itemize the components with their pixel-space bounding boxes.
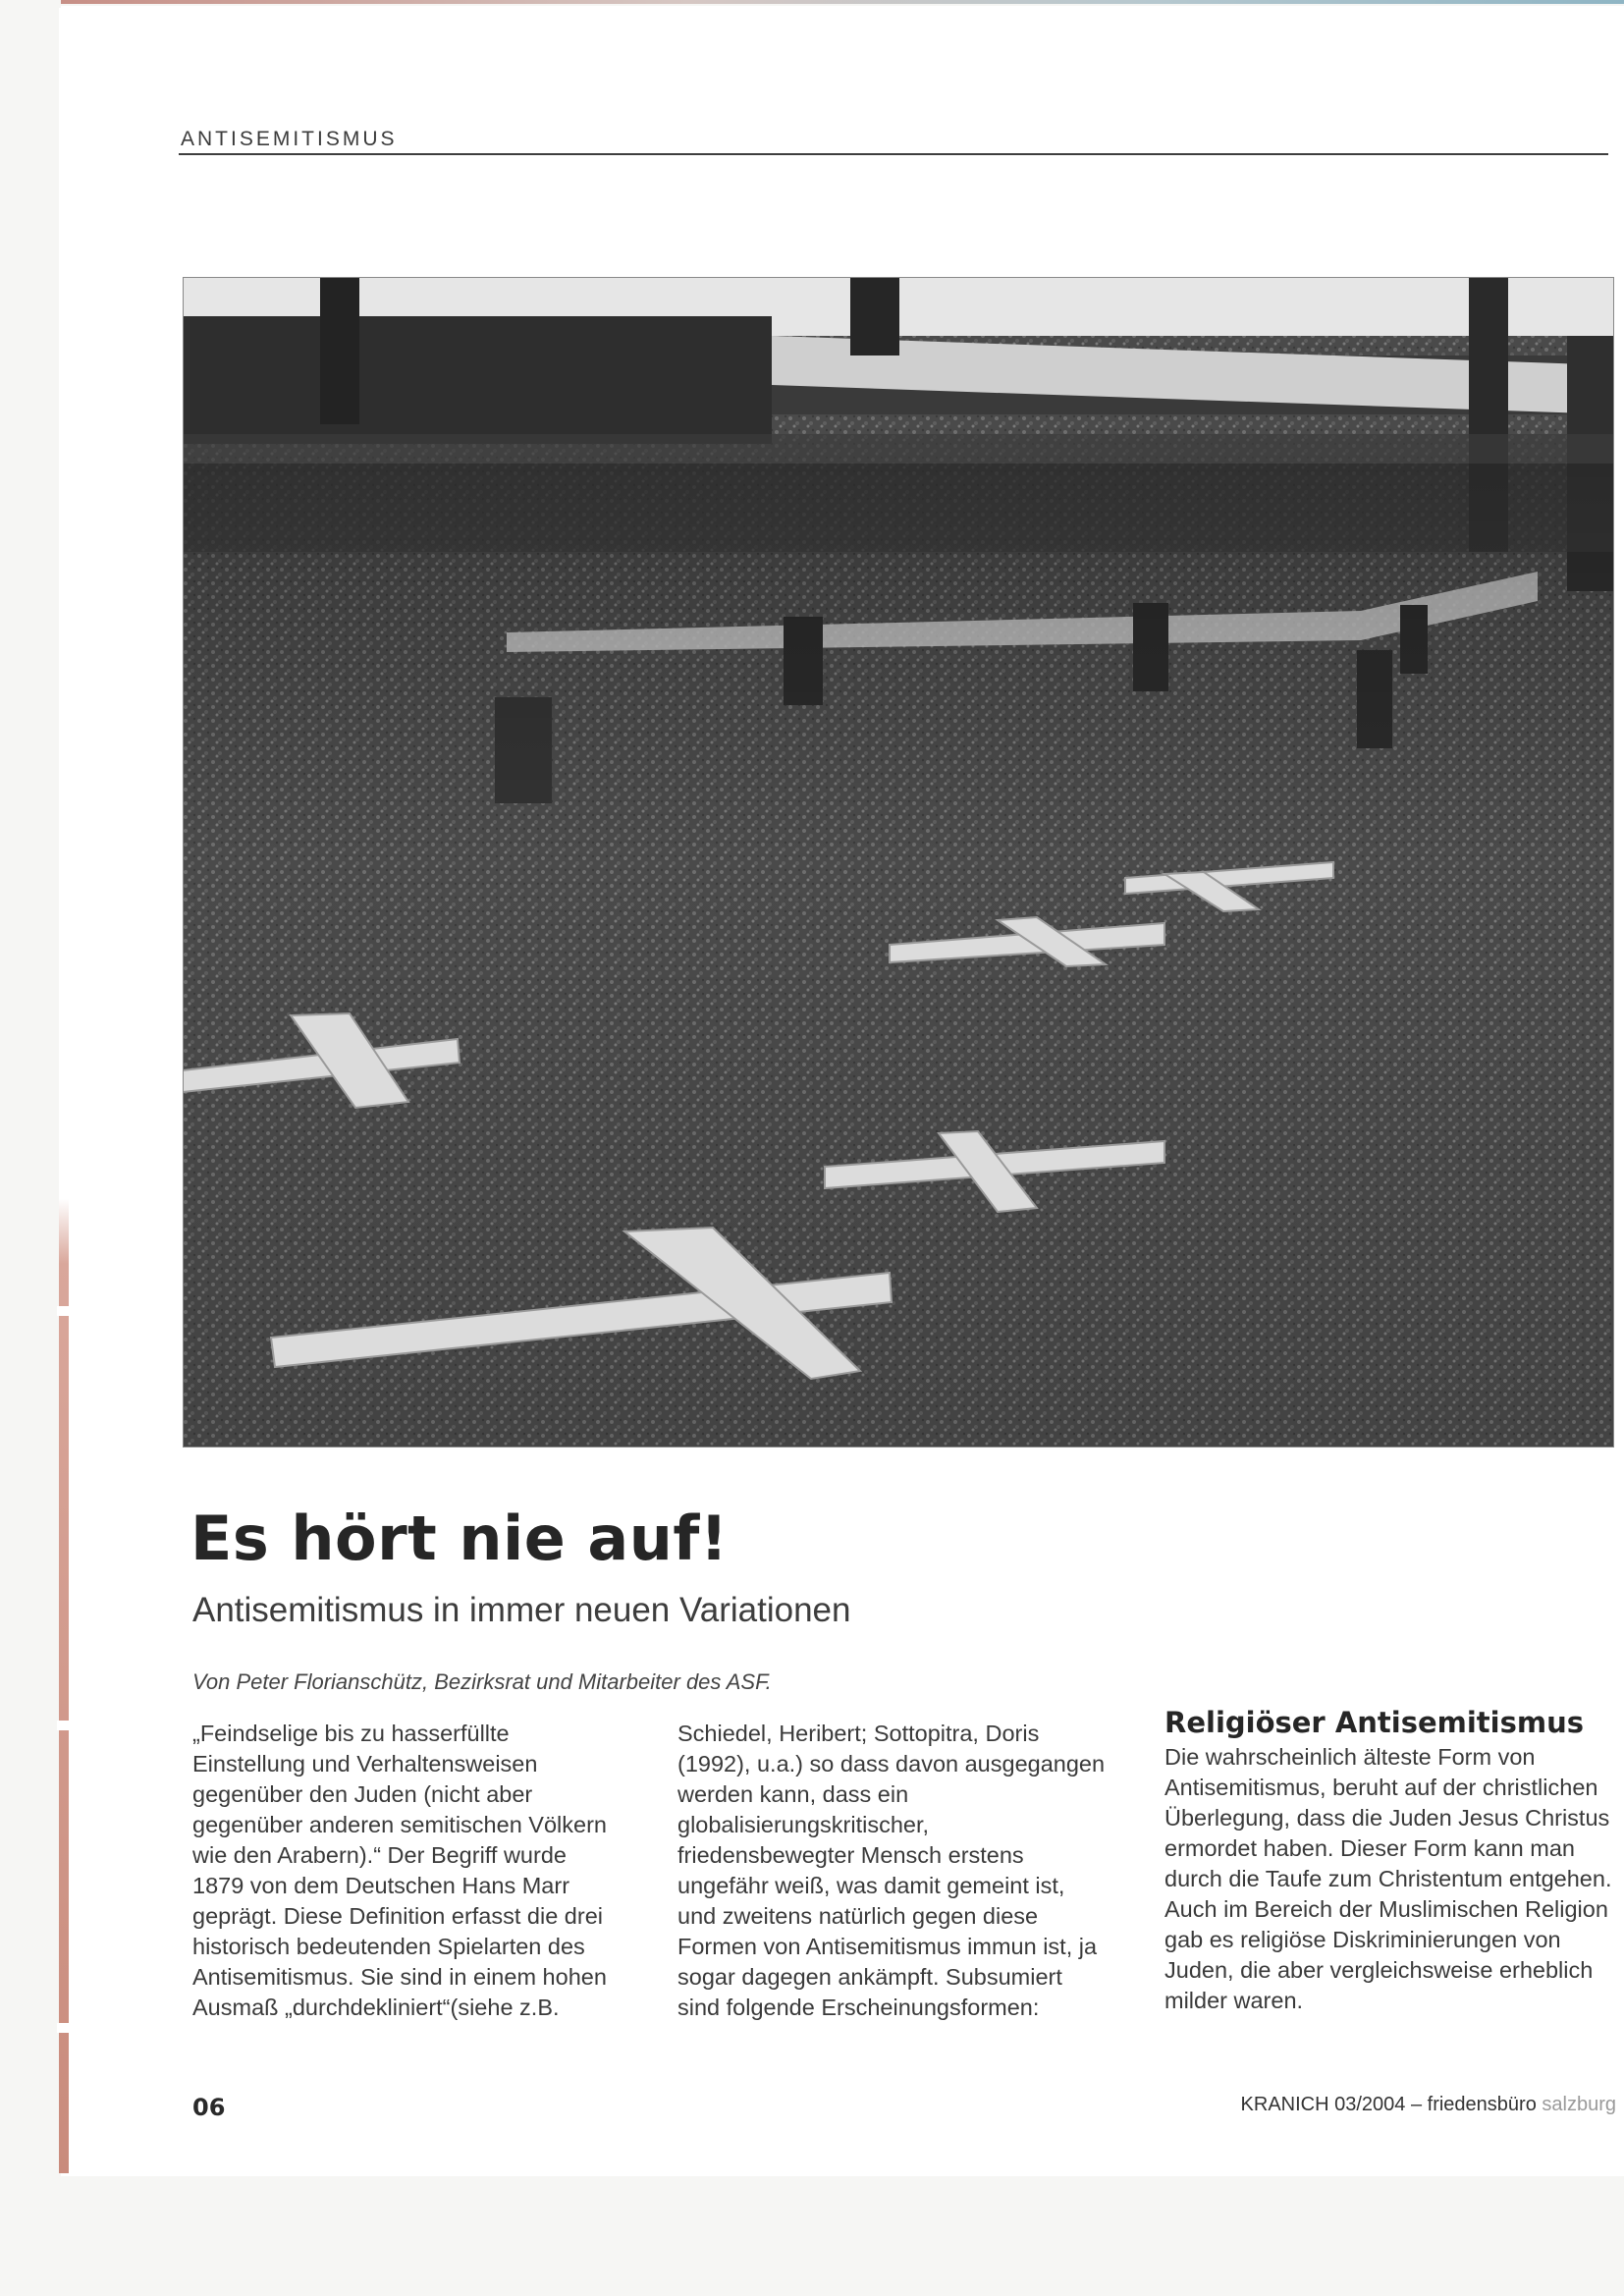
section-rule [179, 153, 1608, 155]
top-edge [61, 0, 1624, 4]
edge-divider [57, 1721, 71, 1730]
publication-city: salzburg [1542, 2094, 1616, 2115]
publication-name: KRANICH 03/2004 – friedensbüro [1240, 2094, 1537, 2115]
article-column-2 [677, 1719, 1110, 2023]
section-label: ANTISEMITISMUS [181, 128, 398, 150]
edge-divider [57, 1306, 71, 1316]
article-column-3 [1164, 1705, 1616, 2016]
page-number: 06 [192, 2094, 226, 2121]
article-paragraph: Schiedel, Heribert; Sottopitra, Doris (1992), u.a.) so dass davon ausgegangen werden kann, dass ein globalisierungskritischer, friedensbewegter Mensch erstens ungefähr weiß, was damit gemeint ist, und zweitens natürlich gegen diese Formen von Antisemitismus immun ist, ja sogar dagegen ankämpft. Subsumiert sind folgende Erscheinungsformen: [677, 1721, 1106, 2020]
article-subtitle: Antisemitismus in immer neuen Variationen [192, 1591, 851, 1629]
article-title: Es hört nie auf! [190, 1503, 729, 1574]
cemetery-photo [183, 277, 1614, 1448]
article-byline: Von Peter Florianschütz, Bezirksrat und Mitarbeiter des ASF. [192, 1669, 772, 1694]
article-paragraph: „Feindselige bis zu hasserfüllte Einstellung und Verhaltensweisen gegenüber den Juden (nicht aber gegenüber anderen semitischen Völkern wie den Arabern).“ Der Begriff wurde 1879 von dem Deutschen Hans Marr geprägt. Diese Definition erfasst die drei historisch bedeutenden Spielarten des Antisemitismus. Sie sind in einem hohen Ausmaß „durchdekliniert“(siehe z.B. [192, 1721, 607, 2020]
article-paragraph: Die wahrscheinlich älteste Form von Antisemitismus, beruht auf der christlichen Überlegung, dass die Juden Jesus Christus ermordet haben. Dieser Form kann man durch die Taufe zum Christentum entgehen. Auch im Bereich der Muslimischen Religion gab es religiöse Diskriminierungen von Juden, die aber vergleichsweise erheblich milder waren. [1164, 1744, 1612, 2013]
section-heading: Religiöser Antisemitismus [1164, 1706, 1584, 1739]
article-column-1 [192, 1719, 615, 2023]
edge-divider [57, 2023, 71, 2033]
page-left-edge [59, 8, 69, 2173]
publication-footer [1241, 2094, 1616, 2116]
